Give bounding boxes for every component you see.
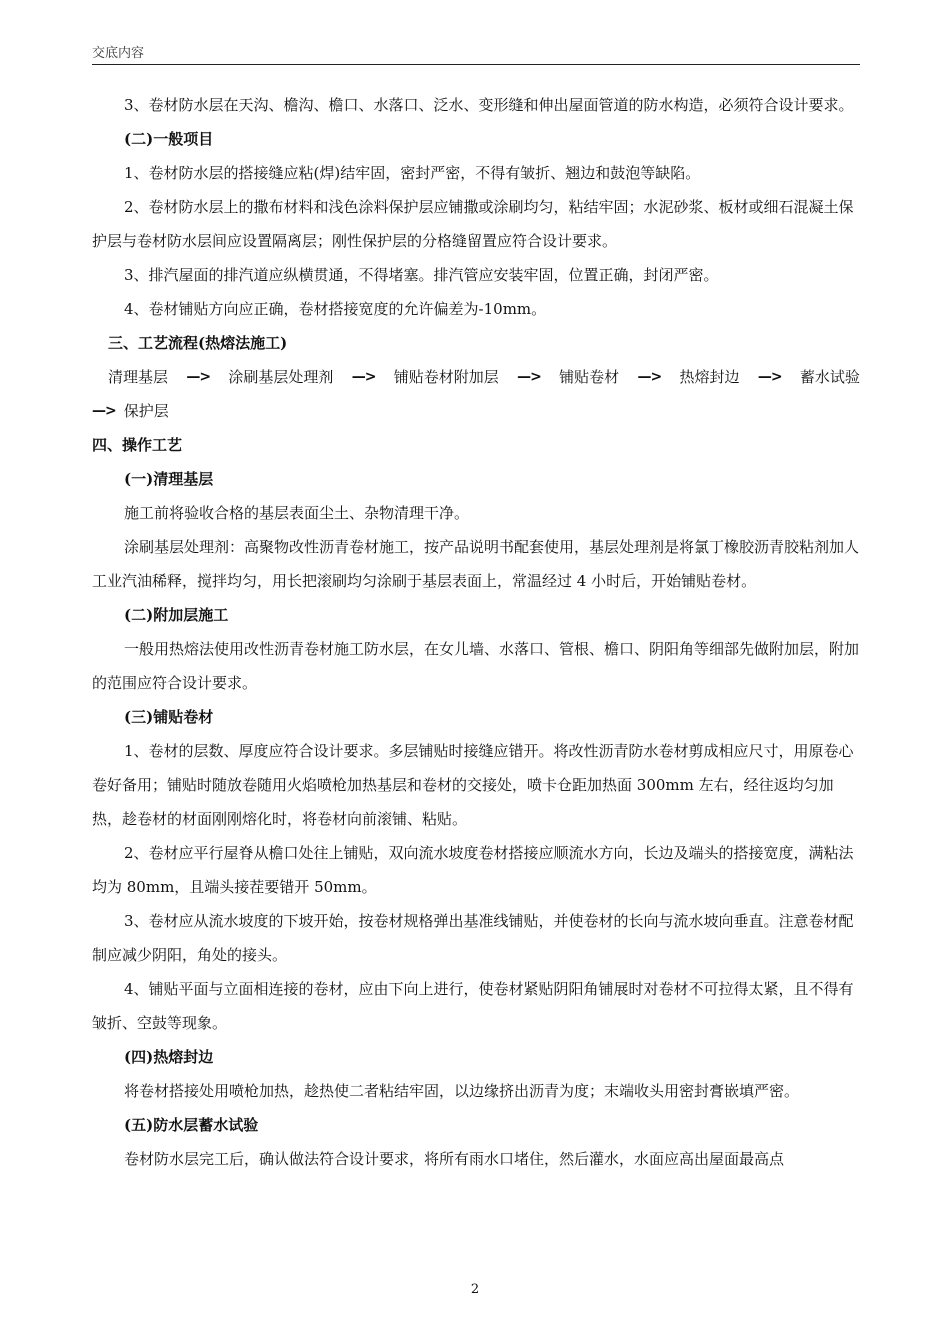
subsection-heading: (一)清理基层 — [124, 470, 214, 488]
paragraph: 施工前将验收合格的基层表面尘土、杂物清理干净。 — [124, 504, 470, 522]
arrow-right-icon: —> — [92, 403, 116, 419]
flow-step: 热熔封边 — [679, 368, 740, 386]
flow-step: 涂刷基层处理剂 — [228, 368, 334, 386]
paragraph: 3、卷材应从流水坡度的下坡开始，按卷材规格弹出基准线铺贴，并使卷材的长向与流水坡向垂直。注意卷材配制应减少阴阳，角处的接头。 — [92, 912, 854, 964]
paragraph: 1、卷材防水层的搭接缝应粘(焊)结牢固，密封严密，不得有皱折、翘边和鼓泡等缺陷。 — [124, 164, 701, 182]
section-heading: 四、操作工艺 — [92, 436, 183, 454]
paragraph: 将卷材搭接处用喷枪加热，趁热使二者粘结牢固，以边缘挤出沥青为度；末端收头用密封膏嵌填严密。 — [124, 1082, 800, 1100]
paragraph: 4、铺贴平面与立面相连接的卷材，应由下向上进行，使卷材紧贴阴阳角铺展时对卷材不可拉得太紧，且不得有皱折、空鼓等现象。 — [92, 980, 854, 1032]
paragraph: 一般用热熔法使用改性沥青卷材施工防水层，在女儿墙、水落口、管根、檐口、阴阳角等细部先做附加层，附加的范围应符合设计要求。 — [92, 640, 860, 692]
flow-step: 铺贴卷材附加层 — [393, 368, 499, 386]
subsection-heading: (三)铺贴卷材 — [124, 708, 214, 726]
page-header — [92, 40, 860, 65]
paragraph: 4、卷材铺贴方向应正确，卷材搭接宽度的允许偏差为-10mm。 — [124, 300, 547, 318]
subsection-heading: (二)一般项目 — [124, 130, 214, 148]
process-flow — [92, 360, 860, 428]
subsection-heading: (五)防水层蓄水试验 — [124, 1116, 259, 1134]
flow-step: 保护层 — [123, 402, 169, 420]
paragraph: 3、排汽屋面的排汽道应纵横贯通，不得堵塞。排汽管应安装牢固，位置正确，封闭严密。 — [124, 266, 719, 284]
subsection-heading: (四)热熔封边 — [124, 1048, 214, 1066]
arrow-right-icon: —> — [637, 369, 662, 385]
page-number: 2 — [470, 1282, 480, 1297]
subsection-heading: (二)附加层施工 — [124, 606, 229, 624]
document-body — [92, 88, 860, 1176]
paragraph: 卷材防水层完工后，确认做法符合设计要求，将所有雨水口堵住，然后灌水，水面应高出屋面最高点 — [124, 1150, 785, 1168]
flow-step: 蓄水试验 — [799, 368, 860, 386]
flow-step: 清理基层 — [108, 368, 169, 386]
arrow-right-icon: —> — [757, 369, 782, 385]
paragraph: 2、卷材防水层上的撒布材料和浅色涂料保护层应铺撒或涂刷均匀，粘结牢固；水泥砂浆、板材或细石混凝土保护层与卷材防水层间应设置隔离层；刚性保护层的分格缝留置应符合设计要求。 — [92, 198, 854, 250]
paragraph: 1、卷材的层数、厚度应符合设计要求。多层铺贴时接缝应错开。将改性沥青防水卷材剪成相应尺寸，用原卷心卷好备用；铺贴时随放卷随用火焰喷枪加热基层和卷材的交接处，喷卡仓距加热面 300mm 左右，经往返均匀加热，趁卷材的材面刚刚熔化时，将卷材向前滚铺、粘贴。 — [92, 742, 854, 828]
arrow-right-icon: —> — [186, 369, 211, 385]
paragraph: 3、卷材防水层在天沟、檐沟、檐口、水落口、泛水、变形缝和伸出屋面管道的防水构造，必须符合设计要求。 — [124, 96, 854, 114]
header-title: 交底内容 — [92, 46, 145, 61]
section-heading: 三、工艺流程(热熔法施工) — [108, 334, 288, 352]
paragraph: 2、卷材应平行屋脊从檐口处往上铺贴，双向流水坡度卷材搭接应顺流水方向，长边及端头的搭接宽度，满粘法均为 80mm，且端头接茬要错开 50mm。 — [92, 844, 854, 896]
arrow-right-icon: —> — [351, 369, 376, 385]
paragraph: 涂刷基层处理剂：高聚物改性沥青卷材施工，按产品说明书配套使用，基层处理剂是将氯丁橡胶沥青胶粘剂加人工业汽油稀释，搅拌均匀，用长把滚刷均匀涂刷于基层表面上，常温经过 4 小时后，开始铺贴卷材。 — [92, 538, 860, 590]
flow-step: 铺贴卷材 — [559, 368, 620, 386]
arrow-right-icon: —> — [517, 369, 541, 385]
